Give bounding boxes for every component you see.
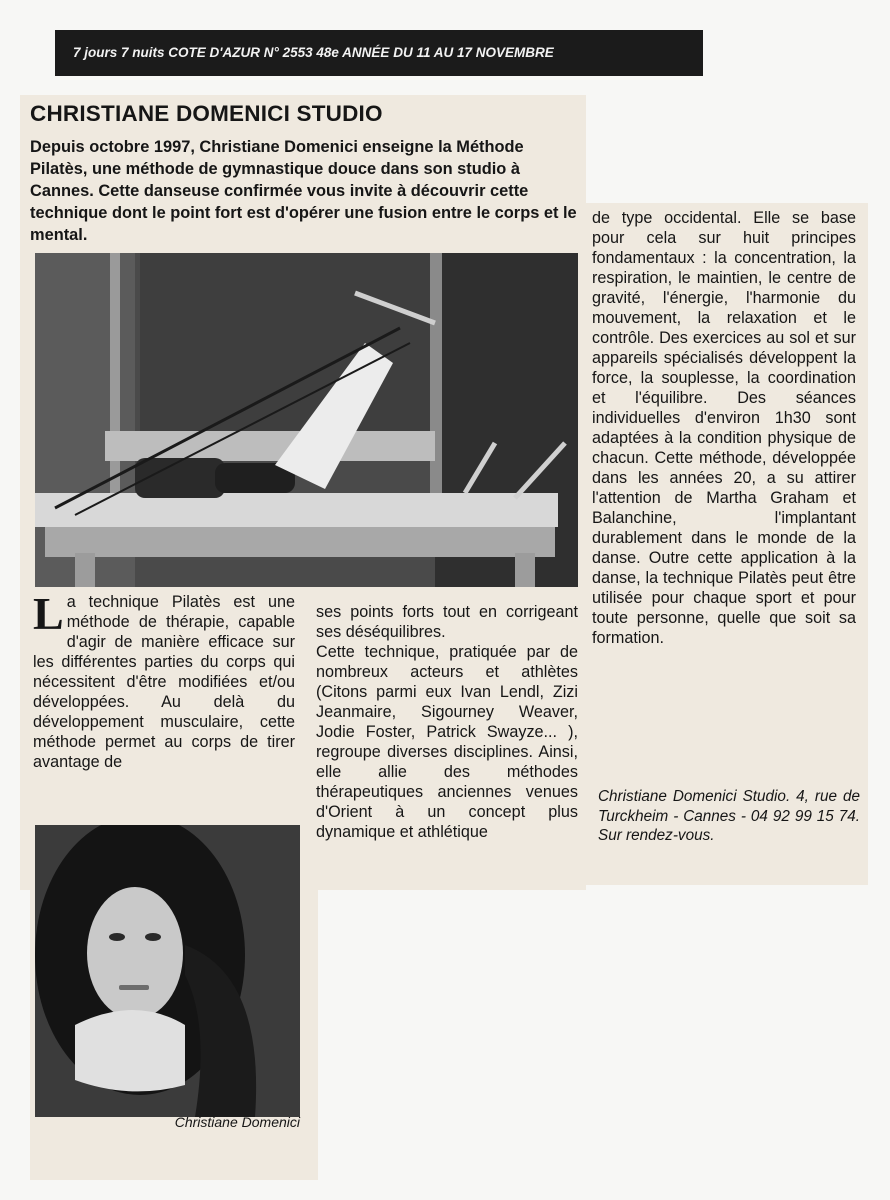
article-column-2-para-1: ses points forts tout en corrigeant ses déséquilibres.: [316, 603, 578, 641]
article-column-2-para-2: Cette technique, pratiquée par de nombreux acteurs et athlètes (Citons parmi eux Ivan Lendl, Zizi Jeanmaire, Sigourney Weaver, Jodie Foster, Patrick Swayze... ), regroupe diverses disciplines. Ainsi, elle allie des méthodes thérapeutiques anciennes venues d'Orient à un concept plus dynamique et athlétique: [316, 643, 578, 841]
article-column-3: [592, 208, 856, 648]
article-dropcap: L: [33, 588, 64, 639]
studio-address: Christiane Domenici Studio. 4, rue de Turckheim - Cannes - 04 92 99 15 74. Sur rendez-vous.: [598, 788, 860, 844]
article-title: CHRISTIANE DOMENICI STUDIO: [30, 101, 383, 126]
portrait-caption: Christiane Domenici: [174, 1114, 300, 1130]
article-intro: Depuis octobre 1997, Christiane Domenici enseigne la Méthode Pilatès, une méthode de gymnastique douce dans son studio à Cannes. Cette danseuse confirmée vous invite à découvrir cette technique dont le point fort est d'opérer une fusion entre le corps et le mental.: [30, 138, 577, 244]
article-column-1: [33, 588, 295, 772]
article-column-1-text: a technique Pilatès est une méthode de thérapie, capable d'agir de manière efficace sur les différentes parties du corps qui nécessitent d'être modifiées et/ou développées. Au delà du développement musculaire, cette méthode permet au corps de tirer avantage de: [33, 593, 295, 771]
newspaper-masthead: 7 jours 7 nuits COTE D'AZUR N° 2553 48e ANNÉE DU 11 AU 17 NOVEMBRE: [55, 30, 703, 76]
article-column-3-text: de type occidental. Elle se base pour cela sur huit principes fondamentaux : la concentration, la respiration, le maintien, le centre de gravité, l'énergie, l'harmonie du mouvement, la relaxation et le contrôle. Des exercices au sol et sur appareils spécialisés développent la force, la souplesse, la coordination et l'équilibre. Des séances individuelles d'environ 1h30 sont adaptées à la condition physique de chacun. Cette méthode, développée dans les années 20, a su attirer l'attention de Martha Graham et Balanchine, l'implantant durablement dans le monde de la danse. Outre cette application à la danse, la technique Pilatès peut être utilisée pour chaque sport et pour toute personne, quelle que soit sa formation.: [592, 209, 856, 647]
pilates-reformer-photo: [35, 253, 578, 587]
portrait-photo: [35, 825, 300, 1117]
article-column-2: [316, 602, 578, 842]
